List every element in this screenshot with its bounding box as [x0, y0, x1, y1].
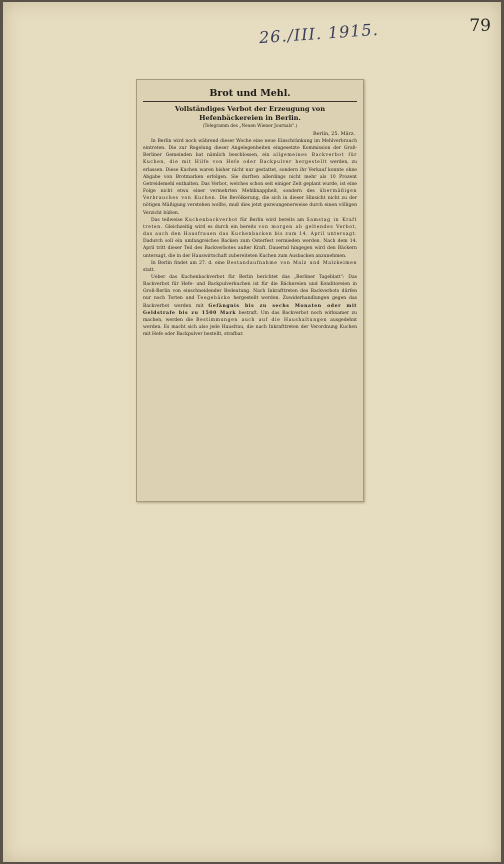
text-run: Dadurch soll ein umfangreiches Backen zum Osterfest vermieden werden. Nach dem 14. April tritt dieser Teil des Backverbotes außer Kraft. Dauernd hingegen wird den Bäckern untersagt, die in der Hauswirtschaft zubereiteten Kuchen zum Ausbacken anzunehmen.	[143, 239, 357, 259]
spaced-emphasis: von morgen ab geltendes Verbot, das auch den Hausfrauen das Kuchenbacken bis zum 14. April untersagt.	[143, 224, 358, 238]
text-run: Die Bevölkerung, die sich in dieser Hinsicht nicht zu der nötigen Mäßigung verstehen wollte, muß dies jetzt gezwungenerweise durch einen völligen Verzicht büßen.	[143, 196, 357, 216]
paragraph-3	[143, 260, 357, 274]
spaced-emphasis: Kuchenbackverbot	[184, 217, 238, 223]
page-number: 79	[469, 16, 491, 36]
spaced-emphasis: Bestandaufnahme von Malz und Malzkeimen	[226, 260, 357, 266]
paragraph-4	[143, 274, 357, 338]
text-run: statt.	[143, 267, 155, 273]
spaced-emphasis: allgemeines Backverbot für Kuchen, die mit Hilfe von Hefe oder Backpulver hergestellt	[143, 153, 357, 166]
text-run: bestraft. Um das Backverbot noch wirksamer zu machen, werden die	[143, 310, 357, 323]
newspaper-clipping	[136, 79, 364, 502]
text-run: Das teilweise	[151, 217, 185, 223]
text-run: ausgedehnt werden. Es macht sich also jede Hausfrau, die nach Inkrafttreten der Verordnung Kuchen mit Hefe oder Backpulver bestellt, strafbar.	[143, 317, 357, 338]
paragraph-2	[143, 217, 357, 260]
spaced-emphasis: Gefängnis bis zu sechs Monaten oder mit Geldstrafe bis zu 1500 Mark	[143, 303, 357, 316]
handwritten-date: 26./III. 1915.	[258, 19, 380, 48]
text-run: für Berlin wird bereits am	[237, 217, 307, 223]
spaced-emphasis: Teegebäcke	[197, 296, 231, 302]
text-run: hergestellt werden. Zuwiderhandlungen gegen das Backverbot werden mit	[143, 296, 357, 309]
text-run: In Berlin wird noch während dieser Woche eine neue Einschränkung im Mehlverbrauch eintreten. Die zur Regelung dieser Angelegenheiten eingesetzte Kommission der Groß-Berliner Gemeinden hat nämlich beschlossen, ein	[143, 139, 357, 159]
text-run: Gleichzeitig wird es durch ein bereits	[162, 224, 259, 230]
spaced-emphasis: Bestimmungen auch auf die Haushaltungen	[196, 317, 328, 323]
rule-divider	[143, 101, 357, 102]
spaced-emphasis: Samstag in Kraft treten.	[143, 217, 357, 230]
clipping-source: (Telegramm des „Neuen Wiener Journals".)	[202, 124, 298, 129]
archive-sheet	[3, 2, 501, 862]
clipping-headline: Vollständiges Verbot der Erzeugung von Hefenbäckereien in Berlin.	[174, 105, 326, 122]
spaced-emphasis: übermäßigen Verbrauches von Kuchen.	[143, 189, 357, 202]
text-run: Ueber das Kuchenbackverbot für Berlin berichtet das „Berliner Tageblatt": Das Backverbot für Hefe- und Backpulverkuchen ist für die Bäckereien und Konditoreien in Groß-Berlin von einschneidender Bedeutung. Nach Inkrafttreten des Backverbots dürfen nur noch Torten und	[143, 274, 357, 302]
clipping-kicker: Brot und Mehl.	[209, 88, 291, 99]
text-run: In Berlin findet am 27. d. eine	[151, 260, 227, 266]
clipping-dateline: Berlin, 25. März.	[313, 131, 355, 137]
text-run: werden, zu erlassen. Diese Kuchen waren bisher nicht nur gestattet, sondern ihr Verkauf konnte ohne Abgabe von Brotmarken erfolgen. Sie durften allerdings nicht mehr als 10 Prozent Getreidemehl enthalten. Das Verbot, welches schon seit einiger Zeit geplant wurde, ist eine Folge nicht etwa einer vermehrten Mehlknappheit, sondern des	[143, 160, 357, 195]
paragraph-1	[143, 138, 357, 217]
